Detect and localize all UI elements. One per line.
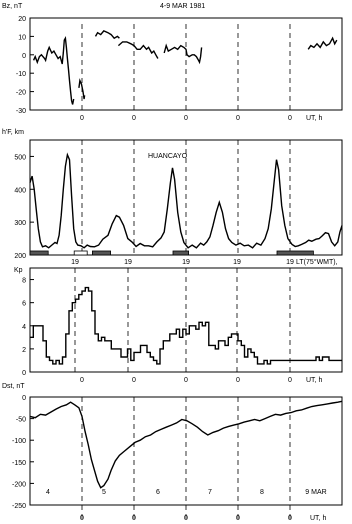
- ut-tick-label: 0: [184, 515, 188, 522]
- chart-title: 4-9 MAR 1981: [160, 3, 206, 10]
- y-tick-label: 0: [22, 52, 26, 60]
- y-tick-label: 4: [22, 323, 26, 331]
- station-label: HUANCAYO: [148, 153, 188, 160]
- ut-tick-label: 0: [80, 115, 84, 122]
- lt-tick-label: 19: [286, 259, 294, 266]
- y-tick-label: 10: [18, 34, 26, 42]
- y-tick-label: 500: [14, 154, 26, 162]
- y-tick-label: 0: [22, 370, 26, 377]
- dst-axis-label: Dst, nT: [2, 383, 25, 390]
- y-tick-label: -100: [11, 438, 26, 446]
- y-tick-label: -250: [11, 503, 26, 510]
- nighttime-bar: [74, 251, 87, 255]
- ut-tick-label: 0: [236, 515, 240, 522]
- day-label: 9 MAR: [305, 489, 327, 496]
- ut-tick-label: 0: [236, 377, 240, 384]
- nighttime-bar: [173, 251, 189, 255]
- kp-axis-label: Kp: [14, 267, 23, 274]
- day-label: 8: [260, 489, 264, 496]
- lt-tick-label: 19: [182, 259, 190, 266]
- ut-tick-label: 0: [288, 377, 292, 384]
- ut-tick-label: 0: [132, 377, 136, 384]
- bz-axis-label: Bz, nT: [2, 3, 23, 10]
- y-tick-label: -200: [11, 481, 26, 489]
- bz-series-segment: [96, 31, 120, 38]
- y-tick-label: -30: [15, 108, 26, 115]
- y-tick-label: -10: [15, 71, 26, 79]
- lt-tick-label: 19: [71, 259, 79, 266]
- ut-tick-label: 0: [236, 115, 240, 122]
- ut-axis-label: UT, h: [310, 515, 327, 522]
- y-tick-label: -20: [15, 89, 26, 97]
- ut-tick-label: 0: [184, 377, 188, 384]
- day-label: 6: [156, 489, 160, 496]
- ut-tick-label: 0: [80, 377, 84, 384]
- y-tick-label: -50: [15, 416, 26, 424]
- bz-series-segment: [308, 38, 337, 49]
- ut-tick-label: 0: [132, 115, 136, 122]
- bz-series-segment: [164, 46, 201, 63]
- ut-tick-label: 0: [132, 515, 136, 522]
- day-label: 4: [46, 489, 50, 496]
- ut-axis-label: UT, h: [306, 115, 323, 122]
- y-tick-label: 0: [22, 395, 26, 402]
- nighttime-bar: [92, 251, 110, 255]
- hf-axis-label: h'F, km: [2, 129, 24, 136]
- ut-tick-label: 0: [288, 515, 292, 522]
- ut-tick-label: 0: [184, 115, 188, 122]
- y-tick-label: 8: [22, 277, 26, 285]
- ut-tick-label: 0: [80, 515, 84, 522]
- y-tick-label: 2: [22, 346, 26, 354]
- lt-axis-label: LT(75°WMT),: [296, 259, 338, 266]
- bz-series-segment: [118, 42, 157, 59]
- lt-tick-label: 19: [233, 259, 241, 266]
- day-label: 5: [102, 489, 106, 496]
- y-tick-label: 300: [14, 220, 26, 228]
- panel-frame-3: [30, 268, 342, 372]
- day-label: 7: [208, 489, 212, 496]
- y-tick-label: 400: [14, 187, 26, 195]
- y-tick-label: -150: [11, 459, 26, 467]
- nighttime-bar: [30, 251, 48, 255]
- y-tick-label: 20: [18, 16, 26, 23]
- y-tick-label: 200: [14, 253, 26, 260]
- ut-axis-label: UT, h: [306, 377, 323, 384]
- y-tick-label: 6: [22, 300, 26, 308]
- ut-tick-label: 0: [288, 115, 292, 122]
- lt-tick-label: 19: [124, 259, 132, 266]
- nighttime-bar: [277, 251, 313, 255]
- bz-series-segment: [34, 38, 74, 104]
